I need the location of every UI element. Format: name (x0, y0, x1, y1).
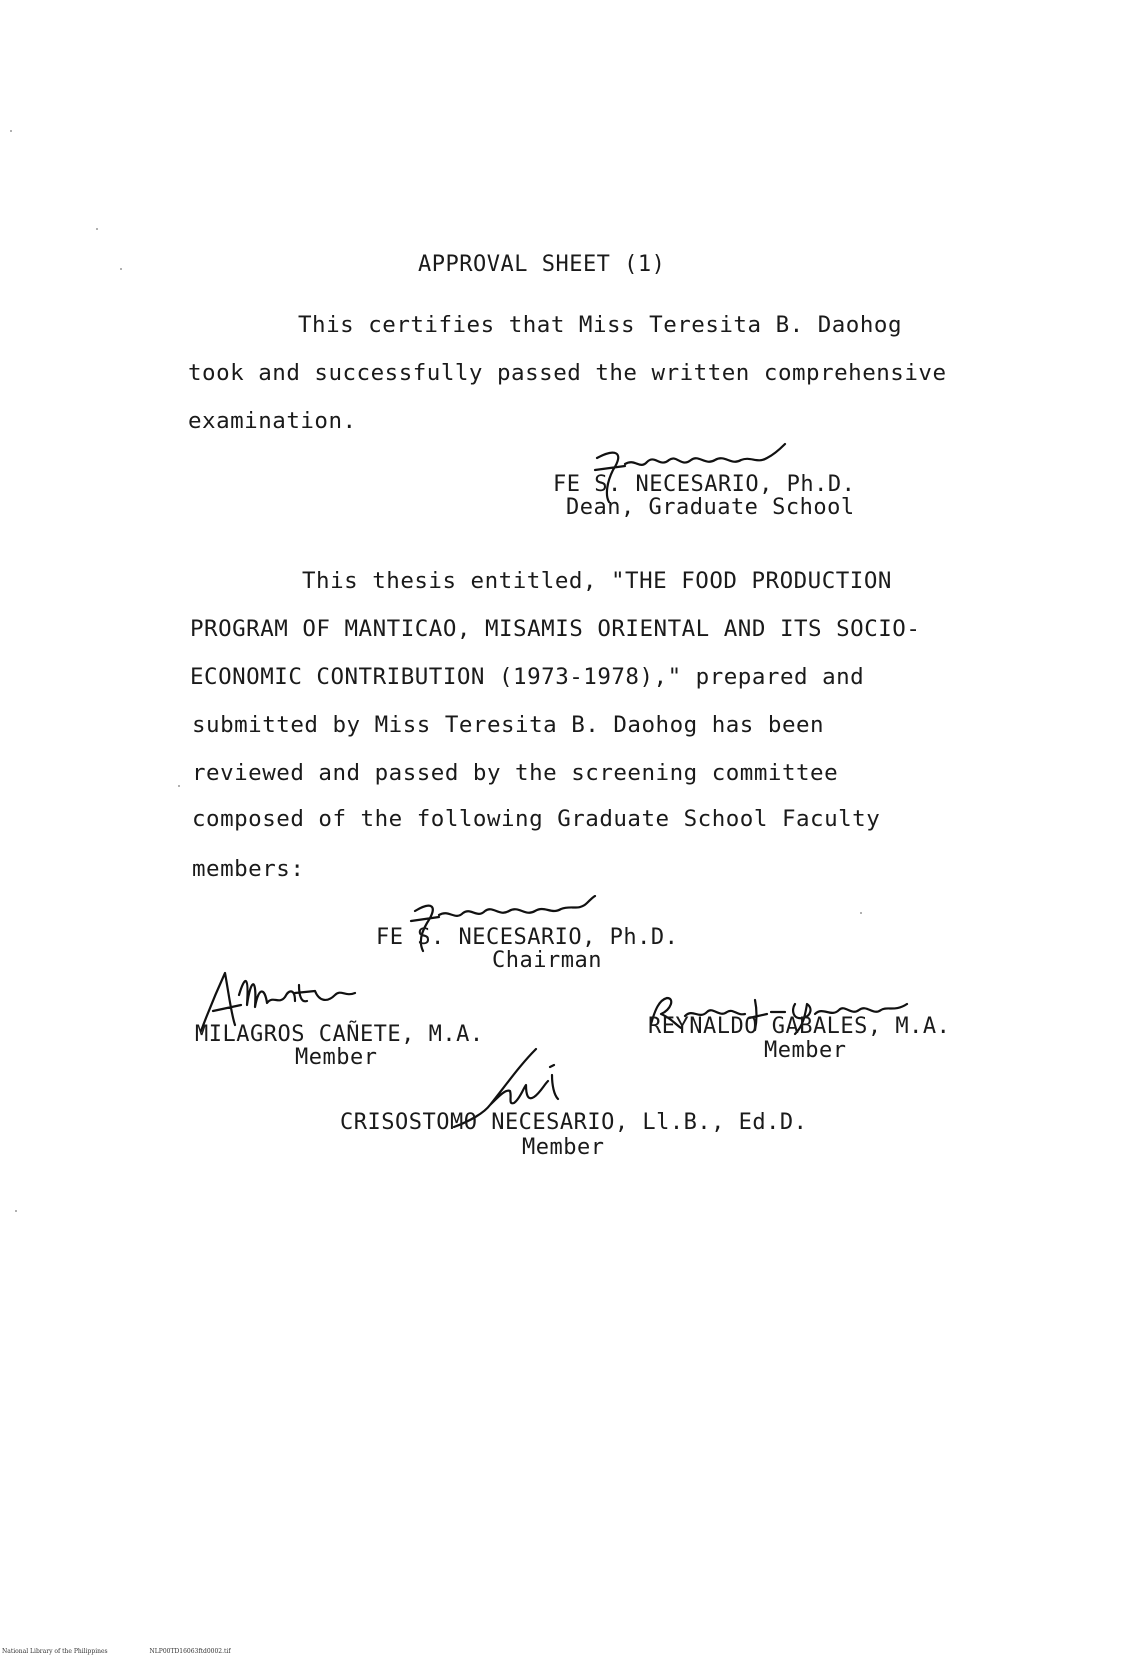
scan-speck (178, 785, 180, 787)
member-right-name: REYNALDO GABALES, M.A. (648, 1014, 951, 1039)
scan-speck (10, 130, 12, 132)
footer-file-id: NLP00TD16063ftd0002.tif (149, 1648, 231, 1655)
member-right-role: Member (764, 1038, 847, 1063)
thesis-line-4: submitted by Miss Teresita B. Daohog has been (192, 712, 825, 738)
dean-name: FE S. NECESARIO, Ph.D. (553, 472, 856, 497)
member-bottom-name: CRISOSTOMO NECESARIO, Ll.B., Ed.D. (340, 1110, 808, 1135)
scan-speck (15, 1210, 17, 1212)
member-left-name: MILAGROS CAÑETE, M.A. (195, 1022, 484, 1047)
thesis-line-7: members: (192, 856, 305, 882)
scan-footer (2, 1648, 271, 1655)
scan-speck (120, 268, 122, 270)
thesis-line-1: This thesis entitled, "THE FOOD PRODUCTION (302, 568, 892, 594)
certification-line-1: This certifies that Miss Teresita B. Daohog (298, 312, 902, 338)
dean-position: Dean, Graduate School (566, 495, 855, 520)
scan-speck (860, 912, 862, 914)
scan-speck (96, 228, 98, 230)
chairman-name: FE S. NECESARIO, Ph.D. (376, 925, 679, 950)
footer-library: National Library of the Philippines (2, 1648, 108, 1655)
chairman-role: Chairman (492, 948, 602, 973)
member-bottom-role: Member (522, 1135, 605, 1160)
thesis-line-3: ECONOMIC CONTRIBUTION (1973-1978)," prepared and (190, 664, 865, 690)
thesis-line-2: PROGRAM OF MANTICAO, MISAMIS ORIENTAL AND ITS SOCIO- (190, 616, 921, 642)
document-title: APPROVAL SHEET (1) (418, 252, 666, 277)
certification-line-2: took and successfully passed the written comprehensive (188, 360, 947, 386)
certification-line-3: examination. (188, 408, 357, 434)
thesis-line-6: composed of the following Graduate School Faculty (192, 806, 881, 832)
thesis-line-5: reviewed and passed by the screening committee (192, 760, 839, 786)
member-left-role: Member (295, 1045, 378, 1070)
